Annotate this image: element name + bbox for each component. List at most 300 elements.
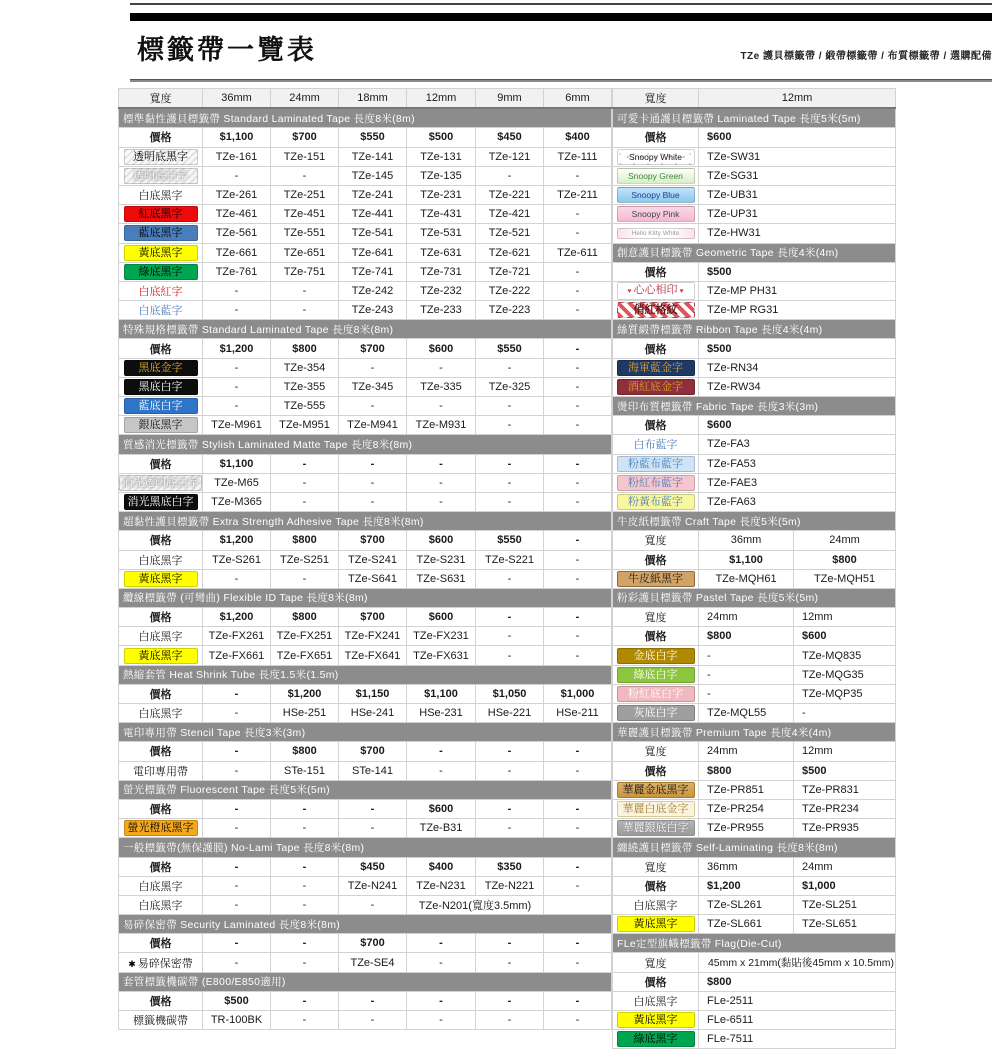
value-cell: - xyxy=(339,819,407,838)
page-title: 標籤帶一覽表 xyxy=(137,35,317,65)
value-cell: $700 xyxy=(339,742,407,761)
row-label-cell xyxy=(119,627,203,646)
row-label: 價格 xyxy=(644,631,667,644)
value-cell: TZe-131 xyxy=(407,147,476,166)
value-cell: - xyxy=(476,953,544,972)
row-label: 價格 xyxy=(149,458,172,471)
value-cell: TZe-325 xyxy=(476,377,544,396)
heart-icon: ♥ xyxy=(627,287,634,295)
value-cell: - xyxy=(544,550,612,569)
table-row xyxy=(613,492,896,511)
value-cell: - xyxy=(544,934,612,953)
row-label-cell xyxy=(613,953,699,972)
value-cell: - xyxy=(699,665,794,684)
table-row xyxy=(613,857,896,876)
value-cell: - xyxy=(699,646,794,665)
row-label-cell xyxy=(613,972,699,991)
row-label-cell xyxy=(119,646,203,665)
row-label: 價格 xyxy=(644,266,667,279)
table-row xyxy=(613,608,896,627)
table-row xyxy=(119,684,612,703)
value-cell: STe-141 xyxy=(339,761,407,780)
value-cell: $500 xyxy=(699,339,896,358)
value-cell: - xyxy=(271,473,339,492)
value-cell: TZe-S631 xyxy=(407,569,476,588)
value-cell: 24mm xyxy=(699,742,794,761)
value-cell: TZe-SL251 xyxy=(794,895,896,914)
value-cell: - xyxy=(794,704,896,723)
table-row xyxy=(119,646,612,665)
value-cell: TZe-M65 xyxy=(203,473,271,492)
section-header xyxy=(119,780,612,799)
value-cell: - xyxy=(544,281,612,300)
value-cell: - xyxy=(407,742,476,761)
value-cell: $800 xyxy=(794,550,896,569)
value-cell: TZe-MP PH31 xyxy=(699,281,896,300)
table-row xyxy=(119,243,612,262)
tape-swatch-lgrn: 綠底白字 xyxy=(617,667,695,683)
row-label: 白底黑字 xyxy=(138,708,183,721)
row-label: 寬度 xyxy=(644,861,667,874)
value-cell: - xyxy=(544,819,612,838)
value-cell: TZe-521 xyxy=(476,224,544,243)
tape-swatch-psilv: 華麗銀底白字 xyxy=(617,820,695,836)
table-row xyxy=(613,435,896,454)
value-cell: TZe-SL261 xyxy=(699,895,794,914)
table-row xyxy=(613,454,896,473)
row-label-cell xyxy=(613,166,699,185)
tape-swatch-sp: Snoopy Pink xyxy=(617,206,695,222)
value-cell: TZe-431 xyxy=(407,205,476,224)
table-row xyxy=(119,147,612,166)
value-cell: - xyxy=(203,281,271,300)
row-label-cell xyxy=(119,473,203,492)
value-cell: TR-100BK xyxy=(203,1011,271,1030)
table-row xyxy=(613,224,896,243)
value-cell: - xyxy=(544,262,612,281)
table-row xyxy=(119,281,612,300)
row-label-cell xyxy=(119,857,203,876)
tape-swatch-yel: 黃底黑字 xyxy=(124,648,198,664)
value-cell: TZe-661 xyxy=(203,243,271,262)
tape-swatch-hk: Hello Kitty White xyxy=(617,228,695,238)
value-cell: TZe-MQL55 xyxy=(699,704,794,723)
tape-swatch-sil: 銀底黑字 xyxy=(124,417,198,433)
row-label-cell xyxy=(613,857,699,876)
value-cell: - xyxy=(407,991,476,1010)
value-cell: - xyxy=(203,953,271,972)
value-cell: - xyxy=(271,953,339,972)
row-label: 寬度 xyxy=(644,612,667,625)
value-cell: - xyxy=(203,857,271,876)
row-label-cell xyxy=(613,473,699,492)
section-header xyxy=(119,435,612,454)
tape-swatch-blu: 藍底黑字 xyxy=(124,225,198,241)
value-cell: TZe-RW34 xyxy=(699,377,896,396)
value-cell: - xyxy=(203,876,271,895)
value-cell: TZe-461 xyxy=(203,205,271,224)
value-cell: TZe-223 xyxy=(476,301,544,320)
value-cell: - xyxy=(407,1011,476,1030)
table-row xyxy=(119,550,612,569)
value-cell: $800 xyxy=(699,972,896,991)
row-label-cell xyxy=(613,627,699,646)
row-label: 標籤機碳帶 xyxy=(133,1015,188,1028)
value-cell: - xyxy=(476,1011,544,1030)
value-cell: 36mm xyxy=(699,857,794,876)
row-label-cell xyxy=(119,991,203,1010)
row-label: 白底黑字 xyxy=(138,190,183,203)
value-cell: 24mm xyxy=(794,531,896,550)
value-cell: - xyxy=(339,1011,407,1030)
value-cell: - xyxy=(203,301,271,320)
value-cell: - xyxy=(544,492,612,511)
value-cell: - xyxy=(339,991,407,1010)
row-label: 寬度 xyxy=(644,957,667,970)
section-title: 特殊規格標籤帶 Standard Laminated Tape 長度8米(8m) xyxy=(119,320,612,339)
section-header xyxy=(119,838,612,857)
section-header xyxy=(119,588,612,607)
value-cell: $600 xyxy=(794,627,896,646)
table-row xyxy=(119,857,612,876)
section-header xyxy=(613,934,896,953)
value-cell: TZe-355 xyxy=(271,377,339,396)
value-cell: - xyxy=(271,895,339,914)
row-label-cell xyxy=(119,876,203,895)
top-black-bar xyxy=(130,13,992,21)
value-cell: $600 xyxy=(407,531,476,550)
tape-swatch-wine: 酒紅底金字 xyxy=(617,379,695,395)
value-cell: TZe-FX641 xyxy=(339,646,407,665)
value-cell: TZe-MP RG31 xyxy=(699,301,896,320)
row-label-cell xyxy=(119,608,203,627)
value-cell: - xyxy=(476,934,544,953)
row-label: 白底紅字 xyxy=(138,285,183,298)
row-label-cell xyxy=(613,761,699,780)
table-row xyxy=(613,819,896,838)
value-cell: - xyxy=(271,857,339,876)
row-label-cell xyxy=(119,358,203,377)
value-cell: TZe-FX651 xyxy=(271,646,339,665)
table-row xyxy=(613,1030,896,1049)
row-label: 白底黑字 xyxy=(633,995,678,1008)
value-cell: 12mm xyxy=(794,742,896,761)
value-cell: TZe-531 xyxy=(407,224,476,243)
value-cell: - xyxy=(544,339,612,358)
value-cell: - xyxy=(476,627,544,646)
section-header xyxy=(613,243,896,262)
value-cell: TZe-S251 xyxy=(271,550,339,569)
row-label: 價格 xyxy=(149,343,172,356)
section-header xyxy=(613,108,896,128)
section-title: 纜線標籤帶 (可彎曲) Flexible ID Tape 長度8米(8m) xyxy=(119,588,612,607)
tape-swatch-yel: 黃底黑字 xyxy=(617,1012,695,1028)
value-cell: - xyxy=(544,627,612,646)
row-label-cell xyxy=(613,377,699,396)
value-cell: - xyxy=(271,569,339,588)
row-label-cell xyxy=(613,550,699,569)
row-label: 價格 xyxy=(149,746,172,759)
row-label: 易碎保密帶 xyxy=(137,957,193,970)
value-cell: $1,100 xyxy=(407,684,476,703)
value-cell: TZe-PR234 xyxy=(794,799,896,818)
row-label-cell xyxy=(613,876,699,895)
value-cell: TZe-FX241 xyxy=(339,627,407,646)
column-header: 24mm xyxy=(271,89,339,109)
value-cell: - xyxy=(407,397,476,416)
value-cell: - xyxy=(271,166,339,185)
value-cell: $1,100 xyxy=(203,128,271,147)
value-cell: $1,100 xyxy=(203,454,271,473)
value-cell: $1,150 xyxy=(339,684,407,703)
table-row xyxy=(613,704,896,723)
tape-swatch-gold: 金底白字 xyxy=(617,648,695,664)
row-label-cell xyxy=(613,416,699,435)
row-label: 寬度 xyxy=(644,746,667,759)
section-title: 超黏性護貝標籤帶 Extra Strength Adhesive Tape 長度8米(8m) xyxy=(119,512,612,531)
value-cell: $600 xyxy=(699,128,896,147)
value-cell: - xyxy=(544,761,612,780)
value-cell: - xyxy=(544,166,612,185)
row-label-cell xyxy=(119,895,203,914)
value-cell: TZe-631 xyxy=(407,243,476,262)
value-cell: - xyxy=(544,416,612,435)
value-cell: - xyxy=(544,473,612,492)
section-header xyxy=(613,512,896,531)
tape-swatch-red: 紅底黑字 xyxy=(124,206,198,222)
value-cell: STe-151 xyxy=(271,761,339,780)
row-label-cell xyxy=(613,742,699,761)
row-label-cell xyxy=(119,224,203,243)
section-title: FLe定型旗幟標籤帶 Flag(Die-Cut) xyxy=(613,934,896,953)
value-cell: - xyxy=(476,492,544,511)
value-cell: - xyxy=(407,934,476,953)
value-cell: $800 xyxy=(699,627,794,646)
table-row xyxy=(613,569,896,588)
value-cell: - xyxy=(544,1011,612,1030)
row-label: 價格 xyxy=(644,765,667,778)
row-label-cell xyxy=(613,224,699,243)
value-cell: TZe-PR254 xyxy=(699,799,794,818)
row-label: 白底黑字 xyxy=(633,899,678,912)
table-row xyxy=(119,454,612,473)
table-row xyxy=(119,953,612,972)
value-cell: 12mm xyxy=(794,608,896,627)
value-cell: FLe-2511 xyxy=(699,991,896,1010)
section-title: 粉彩護貝標籤帶 Pastel Tape 長度5米(5m) xyxy=(613,588,896,607)
value-cell: - xyxy=(476,454,544,473)
value-cell: - xyxy=(476,416,544,435)
table-row xyxy=(613,205,896,224)
value-cell: - xyxy=(544,799,612,818)
value-cell: HSe-241 xyxy=(339,704,407,723)
table-row xyxy=(613,646,896,665)
tape-swatch-fb: 粉藍布藍字 xyxy=(617,456,695,472)
value-cell: TZe-S221 xyxy=(476,550,544,569)
value-cell: - xyxy=(271,281,339,300)
value-cell: HSe-221 xyxy=(476,704,544,723)
value-cell: TZe-FX261 xyxy=(203,627,271,646)
row-label-cell xyxy=(119,799,203,818)
value-cell: TZe-M941 xyxy=(339,416,407,435)
table-row xyxy=(119,704,612,723)
value-cell: TZe-MQH51 xyxy=(794,569,896,588)
value-cell: - xyxy=(203,742,271,761)
value-cell: TZe-335 xyxy=(407,377,476,396)
value-cell: - xyxy=(271,819,339,838)
value-cell: HSe-251 xyxy=(271,704,339,723)
column-header: 12mm xyxy=(699,89,896,109)
value-cell: FLe-7511 xyxy=(699,1030,896,1049)
value-cell: - xyxy=(544,857,612,876)
value-cell: - xyxy=(203,895,271,914)
section-title: 華麗護貝標籤帶 Premium Tape 長度4米(4m) xyxy=(613,723,896,742)
left-tape-table xyxy=(118,88,612,1030)
value-cell: TZe-N221 xyxy=(476,876,544,895)
table-row xyxy=(613,377,896,396)
row-label-cell xyxy=(119,205,203,224)
value-cell: - xyxy=(203,799,271,818)
section-title: 纏繞護貝標籤帶 Self-Laminating 長度8米(8m) xyxy=(613,838,896,857)
row-label: 價格 xyxy=(149,804,172,817)
value-cell: TZe-FX661 xyxy=(203,646,271,665)
value-cell: TZe-M961 xyxy=(203,416,271,435)
value-cell: TZe-FA63 xyxy=(699,492,896,511)
section-title: 創意護貝標籤帶 Geometric Tape 長度4米(4m) xyxy=(613,243,896,262)
table-row xyxy=(613,876,896,895)
tape-swatch-pnk: 粉紅底白字 xyxy=(617,686,695,702)
row-label: 心心相印 xyxy=(633,283,678,296)
table-row xyxy=(613,742,896,761)
table-row xyxy=(613,128,896,147)
value-cell: HSe-231 xyxy=(407,704,476,723)
value-cell: - xyxy=(203,569,271,588)
value-cell: $800 xyxy=(699,761,794,780)
value-cell: $350 xyxy=(476,857,544,876)
table-row xyxy=(613,799,896,818)
value-cell: TZe-541 xyxy=(339,224,407,243)
top-thin-line xyxy=(130,3,992,5)
value-cell: $800 xyxy=(271,742,339,761)
table-row xyxy=(119,473,612,492)
value-cell: TZe-FAE3 xyxy=(699,473,896,492)
value-cell: $550 xyxy=(339,128,407,147)
column-header: 寬度 xyxy=(119,89,203,109)
value-cell: TZe-222 xyxy=(476,281,544,300)
section-header xyxy=(119,723,612,742)
value-cell: $500 xyxy=(203,991,271,1010)
value-cell: - xyxy=(544,205,612,224)
tape-swatch-nav: 海軍藍金字 xyxy=(617,360,695,376)
value-cell: $600 xyxy=(699,416,896,435)
value-cell: TZe-FX251 xyxy=(271,627,339,646)
value-cell: - xyxy=(476,166,544,185)
section-header xyxy=(119,320,612,339)
section-header xyxy=(119,915,612,934)
tape-swatch-ch: 透明底黑字 xyxy=(124,149,198,165)
tape-swatch-sw: Snoopy White xyxy=(617,149,695,165)
table-row xyxy=(613,473,896,492)
value-cell: TZe-MQH61 xyxy=(699,569,794,588)
row-label-cell xyxy=(613,991,699,1010)
value-cell: TZe-FA53 xyxy=(699,454,896,473)
tape-swatch-sb: Snoopy Blue xyxy=(617,187,695,203)
row-label: 電印專用帶 xyxy=(133,765,188,778)
row-label: 價格 xyxy=(149,938,172,951)
tape-swatch-sg: Snoopy Green xyxy=(617,168,695,184)
column-header: 9mm xyxy=(476,89,544,109)
column-header-row xyxy=(119,89,612,109)
value-cell: - xyxy=(203,761,271,780)
section-title: 質感消光標籤帶 Stylish Laminated Matte Tape 長度8米(8m) xyxy=(119,435,612,454)
value-cell: TZe-MQP35 xyxy=(794,684,896,703)
table-row xyxy=(119,876,612,895)
value-cell: $550 xyxy=(476,339,544,358)
row-label-cell xyxy=(613,895,699,914)
row-label-cell xyxy=(119,531,203,550)
table-row xyxy=(613,780,896,799)
value-cell: - xyxy=(544,991,612,1010)
value-cell: TZe-FX231 xyxy=(407,627,476,646)
value-cell: TZe-M365 xyxy=(203,492,271,511)
table-row xyxy=(613,627,896,646)
tape-swatch-pgold: 華麗金底黑字 xyxy=(617,782,695,798)
value-cell: $550 xyxy=(476,531,544,550)
column-header: 12mm xyxy=(407,89,476,109)
row-label-cell xyxy=(613,665,699,684)
tape-swatch-pwhite: 華麗白底金字 xyxy=(617,801,695,817)
value-cell: $1,050 xyxy=(476,684,544,703)
row-label: 價格 xyxy=(149,132,172,145)
value-cell: TZe-SL651 xyxy=(794,915,896,934)
row-label: 價格 xyxy=(149,995,172,1008)
row-label-cell xyxy=(119,742,203,761)
value-cell: $600 xyxy=(407,608,476,627)
row-label-cell xyxy=(119,569,203,588)
row-label-cell xyxy=(119,166,203,185)
row-label-cell xyxy=(119,397,203,416)
value-cell: TZe-S231 xyxy=(407,550,476,569)
tape-swatch-yel: 黃底黑字 xyxy=(617,916,695,932)
section-header xyxy=(119,665,612,684)
value-cell: $1,200 xyxy=(699,876,794,895)
value-cell: TZe-S261 xyxy=(203,550,271,569)
value-cell: TZe-345 xyxy=(339,377,407,396)
row-label-cell xyxy=(119,684,203,703)
value-cell: 24mm xyxy=(699,608,794,627)
header xyxy=(137,28,992,67)
section-header xyxy=(119,512,612,531)
value-cell: TZe-555 xyxy=(271,397,339,416)
value-cell: - xyxy=(476,991,544,1010)
value-cell: $1,200 xyxy=(203,608,271,627)
value-cell: TZe-741 xyxy=(339,262,407,281)
section-title: 熱縮套管 Heat Shrink Tube 長度1.5米(1.5m) xyxy=(119,665,612,684)
row-label-cell xyxy=(119,819,203,838)
value-cell: $1,200 xyxy=(203,531,271,550)
column-header: 寬度 xyxy=(613,89,699,109)
value-cell: TZe-232 xyxy=(407,281,476,300)
value-cell: TZe-551 xyxy=(271,224,339,243)
value-cell: - xyxy=(271,454,339,473)
tape-swatch-cw: 消光透明底白字 xyxy=(119,475,202,491)
row-label-cell xyxy=(119,281,203,300)
tape-swatch-gry: 灰底白字 xyxy=(617,705,695,721)
table-row xyxy=(119,166,612,185)
value-cell: $450 xyxy=(476,128,544,147)
row-label: 價格 xyxy=(149,688,172,701)
value-cell: - xyxy=(339,358,407,377)
